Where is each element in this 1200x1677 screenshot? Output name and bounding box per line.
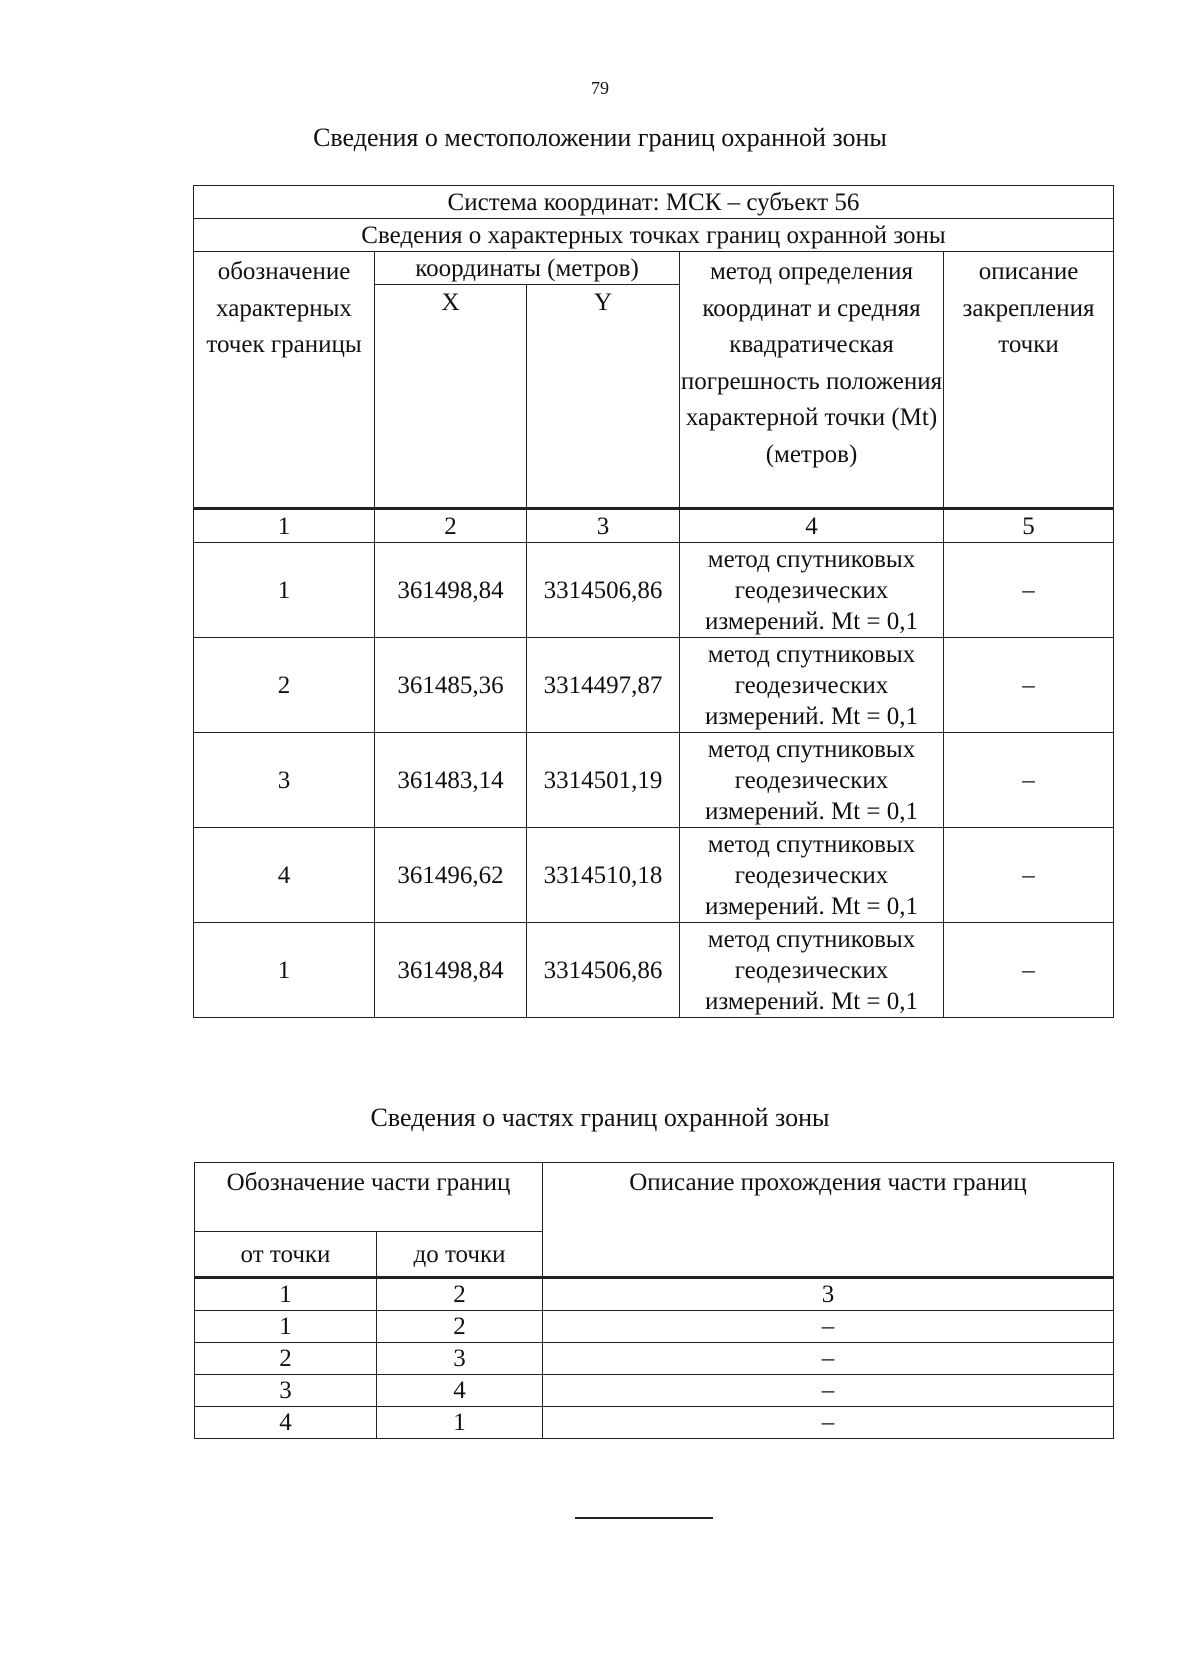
table-caption-row <box>194 186 1114 219</box>
to-point: 1 <box>377 1407 543 1439</box>
coordinate-system-caption: Система координат: МСК – субъект 56 <box>194 186 1114 219</box>
method-cell: метод спутниковых геодезических измерений. Mt = 0,1 <box>680 543 944 638</box>
y-coordinate: 3314510,18 <box>527 828 680 923</box>
section-title-boundary-location: Сведения о местоположении границ охранной зоны <box>313 123 887 152</box>
header-part-description: Описание прохождения части границ <box>543 1163 1114 1278</box>
fixation-description: – <box>944 733 1114 828</box>
header-x: X <box>375 285 527 509</box>
header-coordinates: координаты (метров) <box>375 252 680 285</box>
table-row <box>194 733 1114 828</box>
table-row <box>195 1407 1114 1439</box>
table-row <box>195 1375 1114 1407</box>
y-coordinate: 3314506,86 <box>527 923 680 1018</box>
y-coordinate: 3314497,87 <box>527 638 680 733</box>
point-number: 2 <box>194 638 375 733</box>
x-coordinate: 361496,62 <box>375 828 527 923</box>
to-point: 3 <box>377 1343 543 1375</box>
point-number: 3 <box>194 733 375 828</box>
points-table-subtitle: Сведения о характерных точках границ охранной зоны <box>194 219 1114 252</box>
header-part-designation: Обозначение части границ <box>195 1163 543 1232</box>
part-description: – <box>543 1343 1114 1375</box>
header-designation: обозначение характерных точек границы <box>194 252 375 509</box>
method-cell: метод спутниковых геодезических измерений. Mt = 0,1 <box>680 733 944 828</box>
table-row <box>194 543 1114 638</box>
to-point: 2 <box>377 1311 543 1343</box>
header-to-point: до точки <box>377 1232 543 1278</box>
table-row <box>195 1311 1114 1343</box>
table-header-row <box>195 1163 1114 1232</box>
part-description: – <box>543 1407 1114 1439</box>
to-point: 4 <box>377 1375 543 1407</box>
column-number: 1 <box>195 1278 377 1311</box>
y-coordinate: 3314506,86 <box>527 543 680 638</box>
section-title-boundary-parts: Сведения о частях границ охранной зоны <box>370 1103 830 1132</box>
part-description: – <box>543 1311 1114 1343</box>
table-caption-row <box>194 219 1114 252</box>
fixation-description: – <box>944 923 1114 1018</box>
from-point: 2 <box>195 1343 377 1375</box>
table-row <box>195 1343 1114 1375</box>
column-number: 3 <box>543 1278 1114 1311</box>
header-method: метод определения координат и средняя квадратическая погрешность положения характерной точки (Mt) (метров) <box>680 252 944 509</box>
from-point: 3 <box>195 1375 377 1407</box>
point-number: 1 <box>194 923 375 1018</box>
column-number: 5 <box>944 509 1114 543</box>
method-cell: метод спутниковых геодезических измерений. Mt = 0,1 <box>680 923 944 1018</box>
end-divider <box>575 1517 713 1519</box>
table-header-row <box>194 252 1114 285</box>
column-number-row <box>195 1278 1114 1311</box>
column-number: 4 <box>680 509 944 543</box>
fixation-description: – <box>944 638 1114 733</box>
column-number: 1 <box>194 509 375 543</box>
column-number-row <box>194 509 1114 543</box>
y-coordinate: 3314501,19 <box>527 733 680 828</box>
x-coordinate: 361498,84 <box>375 923 527 1018</box>
column-number: 2 <box>377 1278 543 1311</box>
point-number: 1 <box>194 543 375 638</box>
characteristic-points-table <box>193 185 1114 1018</box>
method-cell: метод спутниковых геодезических измерений. Mt = 0,1 <box>680 638 944 733</box>
from-point: 1 <box>195 1311 377 1343</box>
from-point: 4 <box>195 1407 377 1439</box>
x-coordinate: 361483,14 <box>375 733 527 828</box>
header-description: описание закрепления точки <box>944 252 1114 509</box>
header-from-point: от точки <box>195 1232 377 1278</box>
fixation-description: – <box>944 828 1114 923</box>
table-row <box>194 923 1114 1018</box>
x-coordinate: 361485,36 <box>375 638 527 733</box>
column-number: 2 <box>375 509 527 543</box>
point-number: 4 <box>194 828 375 923</box>
table-row <box>194 638 1114 733</box>
fixation-description: – <box>944 543 1114 638</box>
boundary-parts-table <box>194 1162 1114 1439</box>
part-description: – <box>543 1375 1114 1407</box>
page-number: 79 <box>591 78 609 98</box>
method-cell: метод спутниковых геодезических измерений. Mt = 0,1 <box>680 828 944 923</box>
table-row <box>194 828 1114 923</box>
header-y: Y <box>527 285 680 509</box>
x-coordinate: 361498,84 <box>375 543 527 638</box>
column-number: 3 <box>527 509 680 543</box>
